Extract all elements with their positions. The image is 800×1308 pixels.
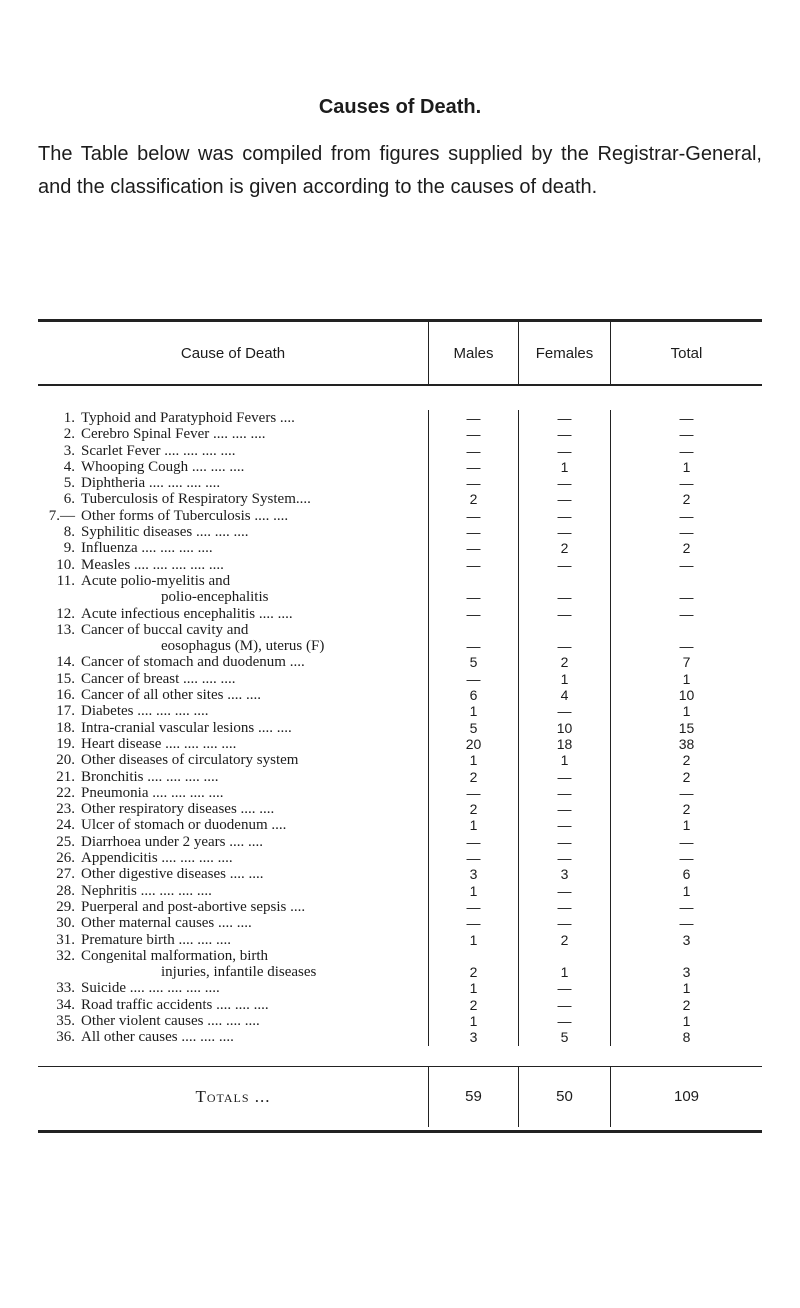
cell-females: — [557,915,572,932]
table-row [38,752,428,768]
cell-males: — [466,426,481,443]
row-number: 36. [56,1029,75,1046]
cell-total: — [679,605,694,622]
cell-females: — [557,784,572,801]
cell-total: 2 [682,752,691,769]
cell-males: — [466,556,481,573]
cause-name [81,932,428,948]
cell-total: 1 [682,703,691,720]
row-number: 21. [56,768,75,785]
cell-males: — [466,784,481,801]
cause-name-line: Cerebro Spinal Fever .... .... .... [81,426,266,443]
table-row [38,508,428,524]
header-cause: Cause of Death [180,344,286,362]
table-row [38,443,428,459]
header-males: Males [428,322,518,384]
cause-name [81,785,428,801]
row-number: 14. [56,654,75,671]
cell-females: 2 [560,540,569,557]
cause-name [81,459,428,475]
table-row [38,866,428,882]
row-number: 34. [56,996,75,1013]
cell-females: 1 [560,964,569,981]
table-row [38,557,428,573]
cause-name [81,410,428,426]
cell-males: 1 [469,980,478,997]
cause-name-line: Whooping Cough .... .... .... [81,458,245,475]
cell-total: — [679,915,694,932]
cause-name-line: Nephritis .... .... .... .... [81,882,212,899]
cell-total: — [679,410,694,426]
cell-females: 1 [560,458,569,475]
table-row [38,703,428,719]
cause-name [81,622,428,655]
row-number: 12. [56,605,75,622]
cell-total: — [679,442,694,459]
cause-name-line: Pneumonia .... .... .... .... [81,784,224,801]
cell-males: — [466,540,481,557]
cause-name-line: Cancer of all other sites .... .... [81,687,261,704]
cell-total: — [679,524,694,541]
cause-name-continuation: eosophagus (M), uterus (F) [161,638,325,655]
cause-name [81,915,428,931]
table-row [38,524,428,540]
cell-females: 2 [560,931,569,948]
cause-name [81,524,428,540]
table-row [38,801,428,817]
totals-females: 50 [518,1067,610,1127]
row-number: 1. [63,410,75,426]
cell-females: — [557,850,572,867]
cause-name [81,720,428,736]
cell-males: 2 [469,996,478,1013]
cause-name-line: Measles .... .... .... .... .... [81,556,224,573]
cell-males: — [466,524,481,541]
cell-males: — [466,442,481,459]
cell-males: — [466,898,481,915]
table-row [38,915,428,931]
cause-name-line: Acute infectious encephalitis .... .... [81,605,293,622]
table-row [38,980,428,996]
cause-name-line: Other maternal causes .... .... [81,915,252,932]
cause-column [38,410,428,1046]
row-number: 6. [63,491,75,508]
cause-name [81,671,428,687]
row-number: 35. [56,1012,75,1029]
row-number: 7.— [48,507,75,524]
cell-males: 1 [469,1012,478,1029]
row-number: 29. [56,898,75,915]
cell-males: — [466,475,481,492]
row-number: 20. [56,752,75,769]
cause-name-line: Premature birth .... .... .... [81,931,231,948]
cell-females: 2 [560,654,569,671]
table-body [38,386,762,1066]
cell-males: — [466,850,481,867]
cell-males: — [466,670,481,687]
cell-females: — [557,898,572,915]
row-number: 32. [56,947,75,964]
table-row [38,606,428,622]
table-row [38,834,428,850]
causes-of-death-table [38,319,762,1133]
cause-name [81,736,428,752]
row-number: 3. [63,442,75,459]
cell-females: — [557,1012,572,1029]
intro-paragraph: The Table below was compiled from figures supplied by the Registrar-General, and the classification is given according to the causes of death. [38,143,762,198]
table-row [38,540,428,556]
cell-males: — [466,589,481,606]
row-number: 16. [56,687,75,704]
cause-name-line: Congenital malformation, birth [81,947,269,964]
table-row [38,997,428,1013]
row-number: 30. [56,915,75,932]
cell-total: 1 [682,980,691,997]
cell-females: — [557,638,572,655]
cell-females: — [557,442,572,459]
row-number: 26. [56,850,75,867]
cell-males: 2 [469,768,478,785]
cell-females: — [557,882,572,899]
cell-females: — [557,801,572,818]
cell-males: — [466,410,481,426]
cell-females: — [557,556,572,573]
cell-total: 2 [682,801,691,818]
cell-total: 10 [678,687,695,704]
row-number: 8. [63,524,75,541]
cell-total: 7 [682,654,691,671]
cell-total: 2 [682,768,691,785]
cause-name-line: Diabetes .... .... .... .... [81,703,209,720]
row-number: 25. [56,833,75,850]
cell-females: — [557,507,572,524]
cell-females: — [557,980,572,997]
row-number: 33. [56,980,75,997]
row-number: 4. [63,458,75,475]
table-row [38,720,428,736]
table-row [38,769,428,785]
cell-males: 20 [465,735,482,752]
cause-name [81,557,428,573]
cause-name-line: Cancer of buccal cavity and [81,621,249,638]
cell-total: — [679,850,694,867]
cell-total: 1 [682,817,691,834]
table-row [38,850,428,866]
cause-name-line: Syphilitic diseases .... .... .... [81,524,249,541]
row-number: 22. [56,784,75,801]
cell-males: 1 [469,703,478,720]
cause-name-line: Ulcer of stomach or duodenum .... [81,817,287,834]
cell-total: 38 [678,735,695,752]
cell-males: — [466,638,481,655]
cell-females: — [557,426,572,443]
cell-females: — [557,996,572,1013]
cell-total: 1 [682,882,691,899]
cell-total: 1 [682,1012,691,1029]
cell-females: 3 [560,866,569,883]
table-row [38,948,428,981]
cell-females: — [557,768,572,785]
table-row [38,491,428,507]
table-row [38,654,428,670]
cause-name [81,866,428,882]
cause-name [81,573,428,606]
cause-name [81,475,428,491]
totals-males: 59 [428,1067,518,1127]
cause-name [81,834,428,850]
cell-males: 3 [469,1029,478,1046]
cause-name-line: Cancer of stomach and duodenum .... [81,654,305,671]
row-number: 13. [56,621,75,638]
cause-name [81,899,428,915]
cause-name-continuation: injuries, infantile diseases [161,964,317,981]
cause-name [81,948,428,981]
cause-name-line: Other forms of Tuberculosis .... .... [81,507,289,524]
cell-females: 1 [560,670,569,687]
row-number: 10. [56,556,75,573]
cause-name-line: Puerperal and post-abortive sepsis .... [81,898,306,915]
cell-total: 1 [682,670,691,687]
cause-name [81,703,428,719]
cause-name [81,883,428,899]
cell-females: — [557,524,572,541]
cause-name [81,687,428,703]
table-row [38,883,428,899]
row-number: 23. [56,801,75,818]
table-row [38,899,428,915]
table-row [38,687,428,703]
cell-males: 6 [469,687,478,704]
cause-name-continuation: polio-encephalitis [161,589,269,606]
cause-name-line: Scarlet Fever .... .... .... .... [81,442,236,459]
cause-name-line: Other digestive diseases .... .... [81,866,264,883]
cell-total: — [679,638,694,655]
cell-males: — [466,605,481,622]
cause-name-line: Other violent causes .... .... .... [81,1012,260,1029]
cell-males: 3 [469,866,478,883]
cell-males: 1 [469,882,478,899]
cause-name [81,540,428,556]
cause-name-line: Other respiratory diseases .... .... [81,801,275,818]
cell-females: 18 [556,735,573,752]
totals-row [38,1066,762,1127]
cell-females: — [557,589,572,606]
cell-females: — [557,833,572,850]
cell-males: 1 [469,752,478,769]
cause-name-line: All other causes .... .... .... [81,1029,234,1046]
cause-name [81,508,428,524]
cell-total: 2 [682,491,691,508]
cell-total: — [679,556,694,573]
cell-females: 4 [560,687,569,704]
total-column [610,410,762,1046]
row-number: 17. [56,703,75,720]
row-number: 2. [63,426,75,443]
cause-name [81,980,428,996]
cause-name-line: Influenza .... .... .... .... [81,540,213,557]
cause-name [81,997,428,1013]
table-row [38,459,428,475]
males-column [428,410,518,1046]
cell-males: 1 [469,931,478,948]
totals-total: 109 [610,1067,762,1127]
table-header [38,322,762,386]
cause-name-line: Typhoid and Paratyphoid Fevers .... [81,410,295,426]
females-column [518,410,610,1046]
table-row [38,475,428,491]
table-row [38,410,428,426]
table-row [38,671,428,687]
cell-total: — [679,507,694,524]
cause-name-line: Suicide .... .... .... .... .... [81,980,220,997]
cause-name-line: Cancer of breast .... .... .... [81,670,236,687]
row-number: 9. [63,540,75,557]
cell-total: 2 [682,996,691,1013]
cell-females: — [557,703,572,720]
cell-total: 3 [682,964,691,981]
cell-total: 1 [682,458,691,475]
cell-females: — [557,491,572,508]
cell-males: — [466,915,481,932]
cell-males: — [466,833,481,850]
cell-males: 1 [469,817,478,834]
cause-name [81,801,428,817]
cell-females: — [557,475,572,492]
cell-males: 5 [469,654,478,671]
cell-males: 5 [469,719,478,736]
cause-name [81,654,428,670]
table-row [38,932,428,948]
table-bottom-rule [38,1130,762,1133]
cell-females: — [557,410,572,426]
cell-females: — [557,605,572,622]
table-row [38,736,428,752]
row-number: 28. [56,882,75,899]
cell-males: 2 [469,964,478,981]
row-number: 15. [56,670,75,687]
cause-name-line: Tuberculosis of Respiratory System.... [81,491,311,508]
table-row [38,1013,428,1029]
header-total: Total [610,322,762,384]
cell-total: 3 [682,931,691,948]
cause-name-line: Diarrhoea under 2 years .... .... [81,833,264,850]
row-number: 18. [56,719,75,736]
cause-name [81,1029,428,1045]
table-row [38,785,428,801]
row-number: 31. [56,931,75,948]
cell-total: — [679,589,694,606]
row-number: 24. [56,817,75,834]
header-females: Females [518,322,610,384]
table-row [38,1029,428,1045]
table-row [38,817,428,833]
cause-name [81,606,428,622]
row-number: 11. [56,572,75,589]
row-number: 5. [63,475,75,492]
table-row [38,426,428,442]
cause-name [81,426,428,442]
cause-name-line: Other diseases of circulatory system [81,752,299,769]
cell-females: — [557,817,572,834]
row-number: 19. [56,735,75,752]
cell-total: 6 [682,866,691,883]
cell-females: 10 [556,719,573,736]
cause-name-line: Acute polio-myelitis and [81,572,231,589]
cell-total: — [679,475,694,492]
cell-females: 1 [560,752,569,769]
cause-name-line: Intra-cranial vascular lesions .... .... [81,719,292,736]
table-row [38,622,428,655]
cell-total: 2 [682,540,691,557]
cell-total: — [679,898,694,915]
cell-total: — [679,426,694,443]
row-number: 27. [56,866,75,883]
cause-name [81,491,428,507]
cell-total: 8 [682,1029,691,1046]
page-title: Causes of Death. [318,96,482,118]
cell-males: — [466,458,481,475]
totals-label: Totals ... [195,1086,271,1106]
cell-females: 5 [560,1029,569,1046]
cause-name [81,443,428,459]
cause-name [81,1013,428,1029]
cause-name-line: Heart disease .... .... .... .... [81,735,237,752]
cell-total: — [679,784,694,801]
cause-name [81,769,428,785]
cause-name [81,752,428,768]
cell-total: — [679,833,694,850]
cell-males: 2 [469,801,478,818]
cause-name-line: Bronchitis .... .... .... .... [81,768,219,785]
cell-males: — [466,507,481,524]
cause-name-line: Road traffic accidents .... .... .... [81,996,269,1013]
cause-name-line: Diphtheria .... .... .... .... [81,475,221,492]
cause-name-line: Appendicitis .... .... .... .... [81,850,233,867]
table-row [38,573,428,606]
cell-total: 15 [678,719,695,736]
cause-name [81,850,428,866]
cell-males: 2 [469,491,478,508]
cause-name [81,817,428,833]
